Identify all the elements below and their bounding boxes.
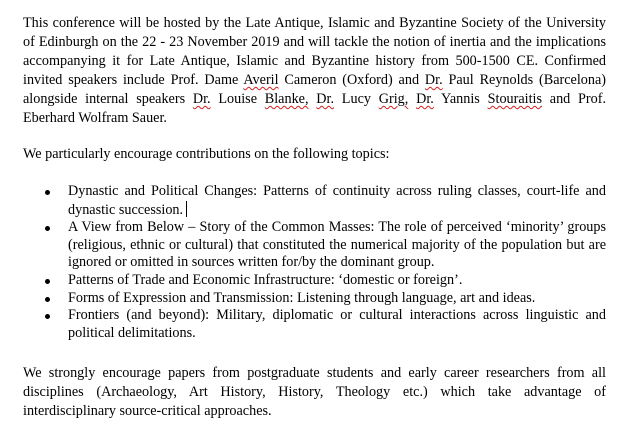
intro-text: Cameron (Oxford) and [278,72,425,88]
bullet-icon [45,190,50,195]
bullet-icon [45,279,50,284]
list-item-text: A View from Below – Story of the Common Masses: The role of perceived ‘minority’ groups (religious, ethnic or cultural) that constituted the numerical majority of the population but are ignored or omitted in sources written for/by the dominant group. [68,219,606,271]
list-item [23,219,606,272]
list-item-text: Forms of Expression and Transmission: Listening through language, art and ideas. [68,289,536,306]
intro-text: Lucy [334,91,379,107]
list-item [23,307,606,342]
bullet-icon [45,314,50,319]
closing-paragraph: We strongly encourage papers from postgraduate students and early career researchers from all disciplines (Archaeology, Art History, History, Theology etc.) which take advantage of interdisciplinary source-critical approaches. [23,365,606,420]
document-body[interactable] [23,14,606,421]
intro-text: Louise [210,91,265,107]
list-item-text: Frontiers (and beyond): Military, diplomatic or cultural interactions across linguistic and political delimitations. [68,307,606,341]
topics-lead-paragraph: We particularly encourage contributions on the following topics: [23,146,390,162]
bullet-icon [45,297,50,302]
spellcheck-word[interactable]: Grig, [378,91,409,107]
list-item [23,272,606,290]
spellcheck-word[interactable]: Dr. [316,91,335,107]
spellcheck-word[interactable]: Dr. [416,91,434,107]
spellcheck-word[interactable]: Dr. [192,91,211,107]
list-item-text: Dynastic and Political Changes: Patterns of continuity across ruling classes, court-life and dynastic succession. [68,183,606,218]
intro-text: Yannis [433,91,488,107]
intro-text: This conference will be hosted by the Late Antique, Islamic and Byzantine Society of the University of Edinburgh on the 22 - 23 November 2019 and will tackle the notion of inertia and the implications accompanying it for Late Antique, Islamic and Byzantine history from 500-1500 CE. Confirmed invited speakers include Prof. Dame [23,15,606,88]
spellcheck-word[interactable]: Dr. [424,72,443,88]
topics-list [23,183,606,342]
bullet-icon [45,226,50,231]
list-item [23,183,606,219]
list-item [23,290,606,308]
intro-paragraph [23,14,606,128]
text-cursor-icon [186,201,187,217]
spellcheck-word[interactable]: Averil [243,72,279,88]
intro-text: and Prof. Eberhard Wolfram Sauer. [23,91,607,126]
intro-text: Paul Reynolds (Barcelona) alongside internal speakers [23,72,606,107]
list-item-text: Patterns of Trade and Economic Infrastructure: ‘domestic or foreign’. [68,271,463,288]
intro-text [408,91,416,107]
spellcheck-word[interactable]: Stouraitis [487,91,542,107]
spellcheck-word[interactable]: Blanke, [264,91,309,107]
